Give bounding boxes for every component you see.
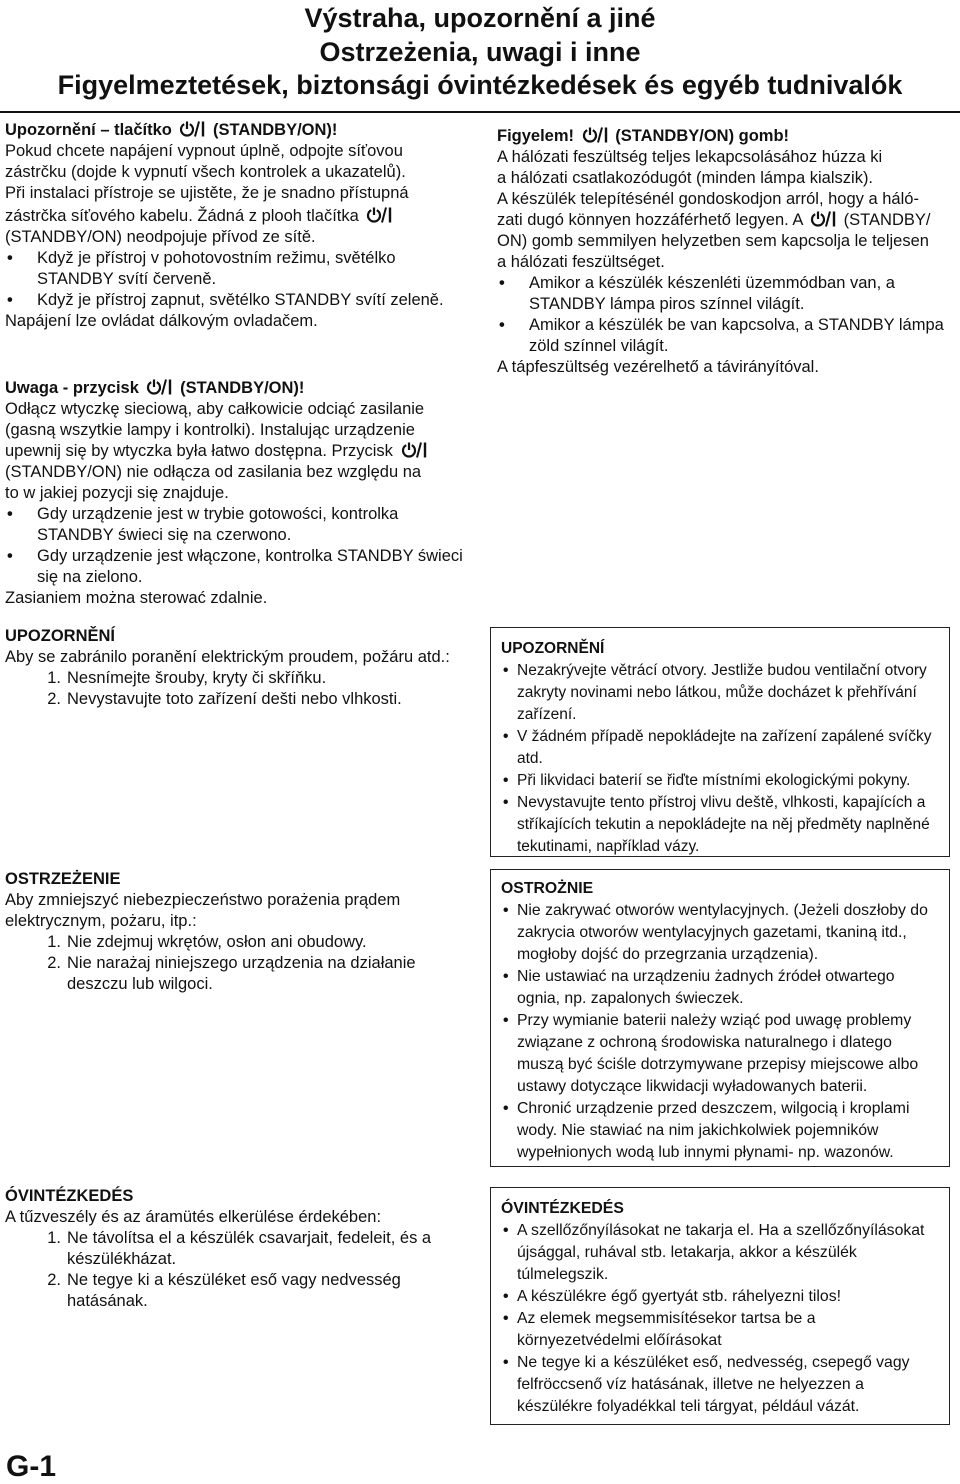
pl-standby-line: to w jakiej pozycji się znajduje. xyxy=(5,484,229,502)
cz-warning-heading: UPOZORNĚNÍ xyxy=(5,627,116,645)
pl-warning-intro: Aby zmniejszyć niebezpieczeństwo porażenia prądem elektrycznym, pożaru, itp.: xyxy=(5,891,401,930)
hu-standby-line: ON) gomb semmilyen helyzetben sem kapcsolja le teljesen xyxy=(497,232,929,250)
pl-standby-bullet: • Gdy urządzenie jest włączone, kontrolka STANDBY świeci się na zielono. xyxy=(7,547,463,586)
pl-caution-box xyxy=(490,869,950,1167)
pl-standby-heading: Uwaga - przycisk (STANDBY/ON)! xyxy=(5,379,305,397)
pl-standby-line: upewnij się by wtyczka była łatwo dostępna. Przycisk xyxy=(5,441,467,462)
cz-warning-item: 1. Nesnímejte šrouby, kryty či skříňku. xyxy=(47,669,327,687)
cz-warning-intro: Aby se zabránilo poranění elektrickým proudem, požáru atd.: xyxy=(5,648,450,666)
pl-caution-item: • Nie ustawiać na urządzeniu żadnych źródeł otwartego ognia, np. zapalonych świeczek. xyxy=(503,968,895,1007)
standby-power-icon xyxy=(178,120,206,138)
hu-standby-line: A készülék telepítésénél gondoskodjon arról, hogy a háló- xyxy=(497,190,919,208)
hu-standby-line: zati dugó könnyen hozzáférhető legyen. A (STANDBY/ xyxy=(497,211,931,229)
cz-caution-item: • Nevystavujte tento přístroj vlivu deště, vlhkosti, kapajících a stříkajících tekutin a nepokládejte na něj předměty naplněné tekutinami, například vázy. xyxy=(503,794,930,855)
cz-standby-heading: Upozornění – tlačítko (STANDBY/ON)! xyxy=(5,121,338,139)
hu-caution-item: • A készülékre égő gyertyát stb. ráhelyezni tilos! xyxy=(503,1288,841,1305)
pl-standby-line: (gasną wszytkie lampy i kontrolki). Instalując urządzenie xyxy=(5,421,415,439)
title-hungarian: Figyelmeztetések, biztonsági óvintézkedések és egyéb tudnivalók xyxy=(57,70,903,100)
title-czech: Výstraha, upozornění a jiné xyxy=(304,3,656,33)
pl-standby-line: Odłącz wtyczkę sieciową, aby całkowicie odciąć zasilanie xyxy=(5,400,425,418)
page-header xyxy=(0,2,960,103)
hu-caution-item: • Az elemek megsemmisítésekor tartsa be a környezetvédelmi előírásokat xyxy=(503,1310,816,1349)
pl-standby-line: (STANDBY/ON) nie odłącza od zasilania bez względu na xyxy=(5,463,422,481)
cz-standby-section xyxy=(5,120,467,332)
standby-power-icon xyxy=(400,441,428,459)
pl-standby-section xyxy=(5,378,467,609)
cz-standby-line: Pokud chcete napájení vypnout úplně, odpojte síťovou xyxy=(5,142,403,160)
hu-standby-heading: Figyelem! (STANDBY/ON) gomb! xyxy=(497,127,790,145)
cz-standby-line: (STANDBY/ON) neodpojuje přívod ze sítě. xyxy=(5,228,316,246)
hu-standby-bullet: • Amikor a készülék be van kapcsolva, a STANDBY lámpa zöld színnel világít. xyxy=(499,316,944,355)
hu-caution-heading: ÓVINTÉZKEDÉS xyxy=(501,1200,624,1217)
hu-warning-heading: ÓVINTÉZKEDÉS xyxy=(5,1187,134,1205)
hu-caution-box xyxy=(490,1187,950,1425)
cz-standby-line: zástrčka síťového kabelu. Žádná z plooh tlačítka xyxy=(5,206,467,227)
hu-caution-item: • Ne tegye ki a készüléket eső, nedvesség, csepegő vagy felfröccsenő víz hatásának, illetve ne helyezzen a készülékre folyadékkal teli tárgyat, például vázát. xyxy=(503,1354,910,1415)
hu-standby-section xyxy=(497,126,947,378)
pl-caution-item: • Chronić urządzenie przed deszczem, wilgocią i kroplami wody. Nie stawiać na nim jakichkolwiek pojemników wypełnionych wodą lub innymi płynami- np. wazonów. xyxy=(503,1100,910,1161)
header-divider xyxy=(0,111,960,113)
cz-caution-box xyxy=(490,627,950,857)
cz-standby-line: Při instalaci přístroje se ujistěte, že je snadno přístupná xyxy=(5,184,409,202)
pl-warning-section xyxy=(5,869,467,995)
hu-standby-bullet: • Amikor a készülék készenléti üzemmódban van, a STANDBY lámpa piros színnel világít. xyxy=(499,274,895,313)
cz-standby-line: zástrčku (dojde k vypnutí všech kontrolek a ukazatelů). xyxy=(5,163,406,181)
pl-caution-item: • Przy wymianie baterii należy wziąć pod uwagę problemy związane z ochroną środowiska naturalnego i dlatego muszą być ściśle dotrzymywane przepisy miejscowe albo ustawy dotyczące likwidacji wyładowanych baterii. xyxy=(503,1012,919,1095)
pl-caution-item: • Nie zakrywać otworów wentylacyjnych. (Jeżeli doszłoby do zakrycia otworów wentylacyjnych gazetami, tkaniną itd., mogłoby dojść do przegrzania urządzenia). xyxy=(503,902,928,963)
cz-warning-item: 2. Nevystavujte toto zařízení dešti nebo vlhkosti. xyxy=(47,690,402,708)
hu-standby-line: a hálózati csatlakozódugót (minden lámpa kialszik). xyxy=(497,169,874,187)
cz-caution-item: • Nezakrývejte větrácí otvory. Jestliže budou ventilační otvory zakryty novinami nebo látkou, může docházet k přehřívání zařízení. xyxy=(503,662,927,723)
cz-caution-item: • Při likvidaci baterií se řiďte místními ekologickými pokyny. xyxy=(503,772,911,789)
pl-standby-footer: Zasianiem można sterować zdalnie. xyxy=(5,589,268,607)
hu-warning-item: 2. Ne tegye ki a készüléket eső vagy nedvesség hatásának. xyxy=(47,1271,401,1310)
hu-warning-item: 1. Ne távolítsa el a készülék csavarjait, fedeleit, és a készülékházat. xyxy=(47,1229,432,1268)
pl-warning-heading: OSTRZEŻENIE xyxy=(5,870,121,888)
pl-caution-heading: OSTROŻNIE xyxy=(501,880,594,897)
hu-warning-intro: A tűzveszély és az áramütés elkerülése érdekében: xyxy=(5,1208,382,1226)
cz-standby-bullet: • Když je přístroj v pohotovostním režimu, světélko STANDBY svítí červeně. xyxy=(7,249,396,288)
pl-standby-bullet: • Gdy urządzenie jest w trybie gotowości, kontrolka STANDBY świeci się na czerwono. xyxy=(7,505,399,544)
cz-caution-heading: UPOZORNĚNÍ xyxy=(501,640,605,657)
standby-power-icon xyxy=(809,210,837,228)
hu-standby-line: a hálózati feszültséget. xyxy=(497,253,665,271)
hu-warning-section xyxy=(5,1186,467,1312)
pl-warning-item: 2. Nie narażaj niniejszego urządzenia na działanie deszczu lub wilgoci. xyxy=(47,954,416,993)
pl-warning-item: 1. Nie zdejmuj wkrętów, osłon ani obudowy. xyxy=(47,933,367,951)
standby-power-icon xyxy=(145,378,173,396)
standby-power-icon xyxy=(581,126,609,144)
cz-caution-item: • V žádném případě nepokládejte na zařízení zapálené svíčky atd. xyxy=(503,728,932,767)
hu-caution-item: • A szellőzőnyílásokat ne takarja el. Ha a szellőzőnyílásokat újsággal, ruhával stb. letakarja, akkor a készülék túlmelegszik. xyxy=(503,1222,925,1283)
cz-warning-section xyxy=(5,626,467,710)
title-polish: Ostrzeżenia, uwagi i inne xyxy=(319,36,641,67)
hu-standby-line: A hálózati feszültség teljes lekapcsolásához húzza ki xyxy=(497,148,883,166)
hu-standby-footer: A tápfeszültség vezérelhető a távirányítóval. xyxy=(497,358,819,376)
cz-standby-footer: Napájení lze ovládat dálkovým ovladačem. xyxy=(5,312,318,330)
page-number: G-1 xyxy=(6,1450,57,1483)
cz-standby-bullet: • Když je přístroj zapnut, světélko STANDBY svítí zeleně. xyxy=(7,291,444,309)
standby-power-icon xyxy=(365,206,393,224)
